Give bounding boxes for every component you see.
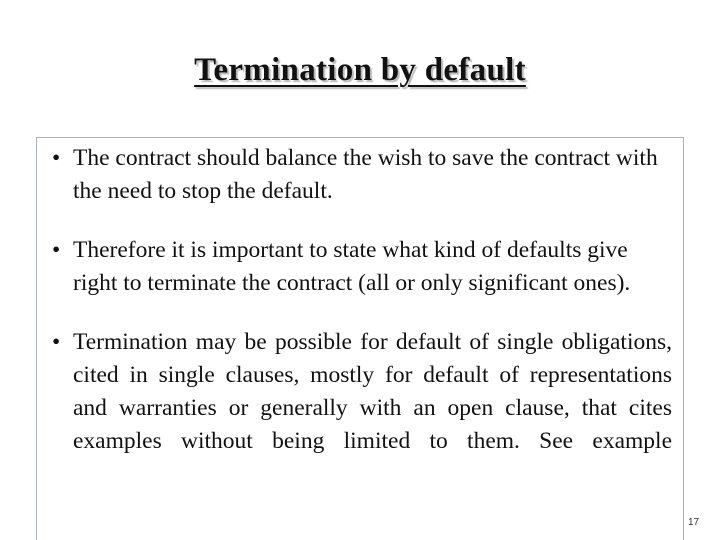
bullet-list [52,142,672,484]
bullet-item [52,142,672,208]
bullet-icon: • [52,145,61,171]
page-number: 17 [688,517,700,528]
bullet-item [52,326,672,458]
bullet-text: Therefore it is important to state what kind of defaults give right to terminate the contract (all or only significant ones). [73,237,631,296]
slide-title: Termination by default [194,52,526,88]
bullet-icon: • [52,329,61,355]
bullet-text: Termination may be possible for default of single obligations, cited in single clauses, mostly for default of representations and warranties or generally with an open clause, that cites examples without being limited to them. See example [73,329,672,454]
bullet-item [52,234,672,300]
bullet-text: The contract should balance the wish to save the contract with the need to stop the default. [73,145,658,204]
bullet-icon: • [52,237,61,263]
